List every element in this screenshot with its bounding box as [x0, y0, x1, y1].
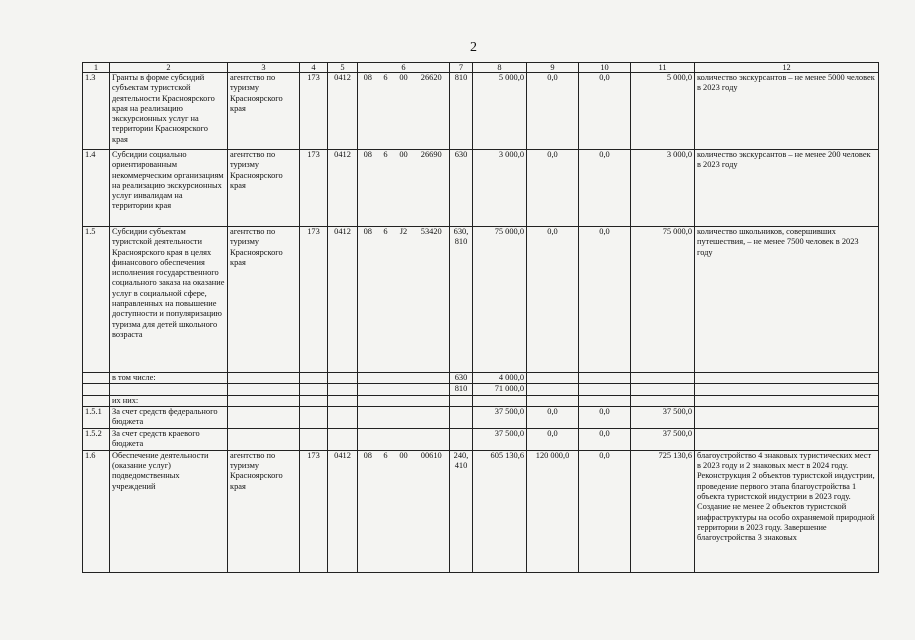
row-result: количество экскурсантов – не менее 200 человек в 2023 году	[695, 150, 879, 227]
row-2025: 0,0	[579, 428, 631, 450]
row-2023: 37 500,0	[473, 406, 527, 428]
including-2023: 4 000,0	[473, 373, 527, 384]
row-total: 37 500,0	[631, 428, 695, 450]
row-vr: 810	[450, 73, 473, 150]
row-2025: 0,0	[579, 227, 631, 373]
col-header: 5	[328, 63, 358, 73]
budget-table	[82, 62, 879, 573]
row-name: Обеспечение деятельности (оказание услуг) подведомственных учреждений	[110, 450, 228, 572]
row-2023: 605 130,6	[473, 450, 527, 572]
col-header: 1	[83, 63, 110, 73]
row-rzpr: 0412	[328, 73, 358, 150]
row-cs-subprogram: 6	[378, 150, 394, 227]
row-name: За счет средств федерального бюджета	[110, 406, 228, 428]
row-grbs: 173	[300, 150, 328, 227]
row-total: 37 500,0	[631, 406, 695, 428]
row-vr: 630, 810	[450, 227, 473, 373]
row-cs-main: 00	[394, 150, 414, 227]
row-cs-main: 00	[394, 450, 414, 572]
row-total: 725 130,6	[631, 450, 695, 572]
col-header: 12	[695, 63, 879, 73]
row-2024: 0,0	[527, 73, 579, 150]
row-name: Субсидии социально ориентированным некоммерческим организациям на реализацию экскурсионных услуг инвалидам на территории края	[110, 150, 228, 227]
table-row	[83, 406, 879, 428]
row-2024: 0,0	[527, 227, 579, 373]
row-vr: 630	[450, 150, 473, 227]
row-result: благоустройство 4 знаковых туристических мест в 2023 году и 2 знаковых мест в 2024 году. Реконструкция 2 объектов туристской индустрии, проведение первого этапа благоустройства 1 объекта туристской индустрии в 2023 году. Создание не менее 2 объектов туристской инфраструктуры на особо охраняемой природной территории в 2023 году. Завершение благоустройства 3 знаковых	[695, 450, 879, 572]
col-header: 2	[110, 63, 228, 73]
row-total: 75 000,0	[631, 227, 695, 373]
row-cs-subprogram: 6	[378, 450, 394, 572]
including-row	[83, 384, 879, 395]
table-row	[83, 450, 879, 572]
row-result: количество школьников, совершивших путешествия, – не менее 7500 человек в 2023 году	[695, 227, 879, 373]
col-header: 10	[579, 63, 631, 73]
row-cs-main: J2	[394, 227, 414, 373]
row-cs-program: 08	[358, 150, 378, 227]
row-agency: агентство по туризму Красноярского края	[228, 150, 300, 227]
row-2024: 120 000,0	[527, 450, 579, 572]
table-row	[83, 227, 879, 373]
row-cs-direction: 53420	[414, 227, 450, 373]
row-vr: 240, 410	[450, 450, 473, 572]
row-rzpr: 0412	[328, 150, 358, 227]
row-number: 1.5	[83, 227, 110, 373]
row-cs-direction: 26620	[414, 73, 450, 150]
including-row	[83, 373, 879, 384]
row-2025: 0,0	[579, 406, 631, 428]
row-name: Субсидии субъектам туристской деятельности Красноярского края в целях финансового обеспечения исполнения государственного социального заказа на оказание услуг в социальной сфере, направленных на повышение доступности и популяризацию туризма для детей школьного возраста	[110, 227, 228, 373]
row-cs-direction: 00610	[414, 450, 450, 572]
row-cs-main: 00	[394, 73, 414, 150]
col-header: 9	[527, 63, 579, 73]
row-agency: агентство по туризму Красноярского края	[228, 450, 300, 572]
row-2023: 3 000,0	[473, 150, 527, 227]
row-number: 1.4	[83, 150, 110, 227]
row-cs-program: 08	[358, 450, 378, 572]
row-agency: агентство по туризму Красноярского края	[228, 73, 300, 150]
col-header: 7	[450, 63, 473, 73]
of-them-row	[83, 395, 879, 406]
table-row	[83, 428, 879, 450]
row-2023: 75 000,0	[473, 227, 527, 373]
row-result: количество экскурсантов – не менее 5000 человек в 2023 году	[695, 73, 879, 150]
row-number: 1.5.2	[83, 428, 110, 450]
row-number: 1.3	[83, 73, 110, 150]
row-rzpr: 0412	[328, 450, 358, 572]
row-cs-subprogram: 6	[378, 227, 394, 373]
row-2024: 0,0	[527, 150, 579, 227]
row-2025: 0,0	[579, 450, 631, 572]
including-vr: 630	[450, 373, 473, 384]
row-name: Гранты в форме субсидий субъектам туристской деятельности Красноярского края на реализацию экскурсионных услуг на территории Красноярского края	[110, 73, 228, 150]
col-header: 6	[358, 63, 450, 73]
row-total: 3 000,0	[631, 150, 695, 227]
row-cs-direction: 26690	[414, 150, 450, 227]
table-row	[83, 73, 879, 150]
col-header: 8	[473, 63, 527, 73]
col-header: 4	[300, 63, 328, 73]
row-cs-program: 08	[358, 227, 378, 373]
row-2023: 5 000,0	[473, 73, 527, 150]
including-2023: 71 000,0	[473, 384, 527, 395]
row-agency: агентство по туризму Красноярского края	[228, 227, 300, 373]
row-grbs: 173	[300, 450, 328, 572]
row-grbs: 173	[300, 227, 328, 373]
header-row	[83, 63, 879, 73]
row-2025: 0,0	[579, 150, 631, 227]
row-cs-subprogram: 6	[378, 73, 394, 150]
row-grbs: 173	[300, 73, 328, 150]
col-header: 3	[228, 63, 300, 73]
page-number: 2	[470, 40, 477, 55]
of-them-label: их них:	[110, 395, 228, 406]
row-rzpr: 0412	[328, 227, 358, 373]
row-2024: 0,0	[527, 406, 579, 428]
including-vr: 810	[450, 384, 473, 395]
row-number: 1.5.1	[83, 406, 110, 428]
table-row	[83, 150, 879, 227]
row-2025: 0,0	[579, 73, 631, 150]
row-2024: 0,0	[527, 428, 579, 450]
col-header: 11	[631, 63, 695, 73]
row-cs-program: 08	[358, 73, 378, 150]
row-total: 5 000,0	[631, 73, 695, 150]
row-2023: 37 500,0	[473, 428, 527, 450]
row-name: За счет средств краевого бюджета	[110, 428, 228, 450]
including-label: в том числе:	[110, 373, 228, 384]
row-number: 1.6	[83, 450, 110, 572]
